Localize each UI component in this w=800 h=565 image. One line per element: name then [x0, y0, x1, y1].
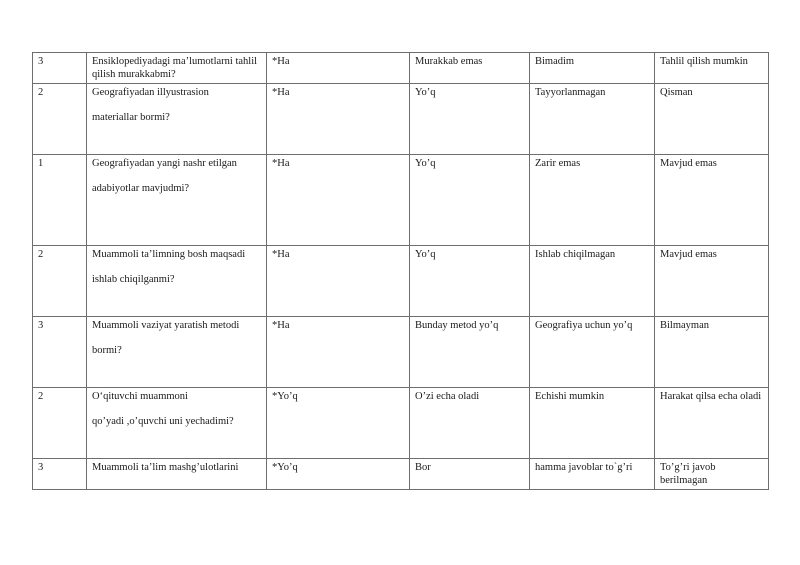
table-row: [33, 388, 769, 459]
table-row: [33, 246, 769, 317]
table-row: [33, 155, 769, 246]
row-number-cell: 3: [33, 53, 87, 84]
answer-1-cell: *Ha: [267, 317, 410, 388]
question-line-2: bormi?: [92, 345, 122, 356]
question-line-1: Muammoli vaziyat yaratish metodi: [92, 320, 240, 331]
row-number-cell: 3: [33, 459, 87, 490]
answer-2-cell: Yo’q: [410, 246, 530, 317]
question-cell: [87, 246, 267, 317]
row-number-cell: 2: [33, 388, 87, 459]
answer-2-cell: Yo’q: [410, 155, 530, 246]
question-line-1: Geografiyadan illyustrasion: [92, 87, 209, 98]
answer-1-cell: *Yo’q: [267, 459, 410, 490]
table-row: [33, 317, 769, 388]
answer-4-cell: Mavjud emas: [655, 155, 769, 246]
answer-4-cell: Qisman: [655, 84, 769, 155]
survey-table: [32, 52, 769, 490]
answer-4-cell: Tahlil qilish mumkin: [655, 53, 769, 84]
answer-4-cell: Harakat qilsa echa oladi: [655, 388, 769, 459]
answer-3-cell: Tayyorlanmagan: [530, 84, 655, 155]
question-cell: [87, 53, 267, 84]
answer-2-cell: O’zi echa oladi: [410, 388, 530, 459]
table-row: [33, 53, 769, 84]
question-line-2: materiallar bormi?: [92, 112, 170, 123]
question-cell: [87, 155, 267, 246]
question-line-1: O‘qituvchi muammoni: [92, 391, 188, 402]
row-number-cell: 3: [33, 317, 87, 388]
table-row: [33, 459, 769, 490]
question-text: Muammoli ta’lim mashg’ulotlarini: [92, 462, 239, 473]
question-cell: [87, 84, 267, 155]
question-line-2: adabiyotlar mavjudmi?: [92, 183, 190, 194]
answer-1-cell: *Yo’q: [267, 388, 410, 459]
answer-3-cell: Zarir emas: [530, 155, 655, 246]
question-line-2: qo’yadi ,o’quvchi uni yechadimi?: [92, 416, 234, 427]
answer-1-cell: *Ha: [267, 155, 410, 246]
question-cell: [87, 388, 267, 459]
question-line-1: Geografiyadan yangi nashr etilgan: [92, 158, 237, 169]
question-line-2: ishlab chiqilganmi?: [92, 274, 175, 285]
row-number-cell: 2: [33, 84, 87, 155]
question-line-1: Muammoli ta’limning bosh maqsadi: [92, 249, 246, 260]
row-number-cell: 1: [33, 155, 87, 246]
answer-2-cell: Bunday metod yo’q: [410, 317, 530, 388]
answer-2-cell: Yo’q: [410, 84, 530, 155]
answer-3-cell: Geografiya uchun yo’q: [530, 317, 655, 388]
answer-3-cell: Echishi mumkin: [530, 388, 655, 459]
question-cell: [87, 459, 267, 490]
question-cell: [87, 317, 267, 388]
answer-2-cell: Murakkab emas: [410, 53, 530, 84]
answer-4-cell: Mavjud emas: [655, 246, 769, 317]
answer-4-cell: Bilmayman: [655, 317, 769, 388]
answer-4-cell: To’g’ri javob berilmagan: [655, 459, 769, 490]
answer-3-cell: hamma javoblar to`g’ri: [530, 459, 655, 490]
answer-1-cell: *Ha: [267, 53, 410, 84]
answer-1-cell: *Ha: [267, 84, 410, 155]
row-number-cell: 2: [33, 246, 87, 317]
answer-3-cell: Bimadim: [530, 53, 655, 84]
question-text: Ensiklopediyadagi ma’lumotlarni tahlil qilish murakkabmi?: [92, 56, 258, 80]
answer-3-cell: Ishlab chiqilmagan: [530, 246, 655, 317]
answer-1-cell: *Ha: [267, 246, 410, 317]
table-row: [33, 84, 769, 155]
answer-2-cell: Bor: [410, 459, 530, 490]
